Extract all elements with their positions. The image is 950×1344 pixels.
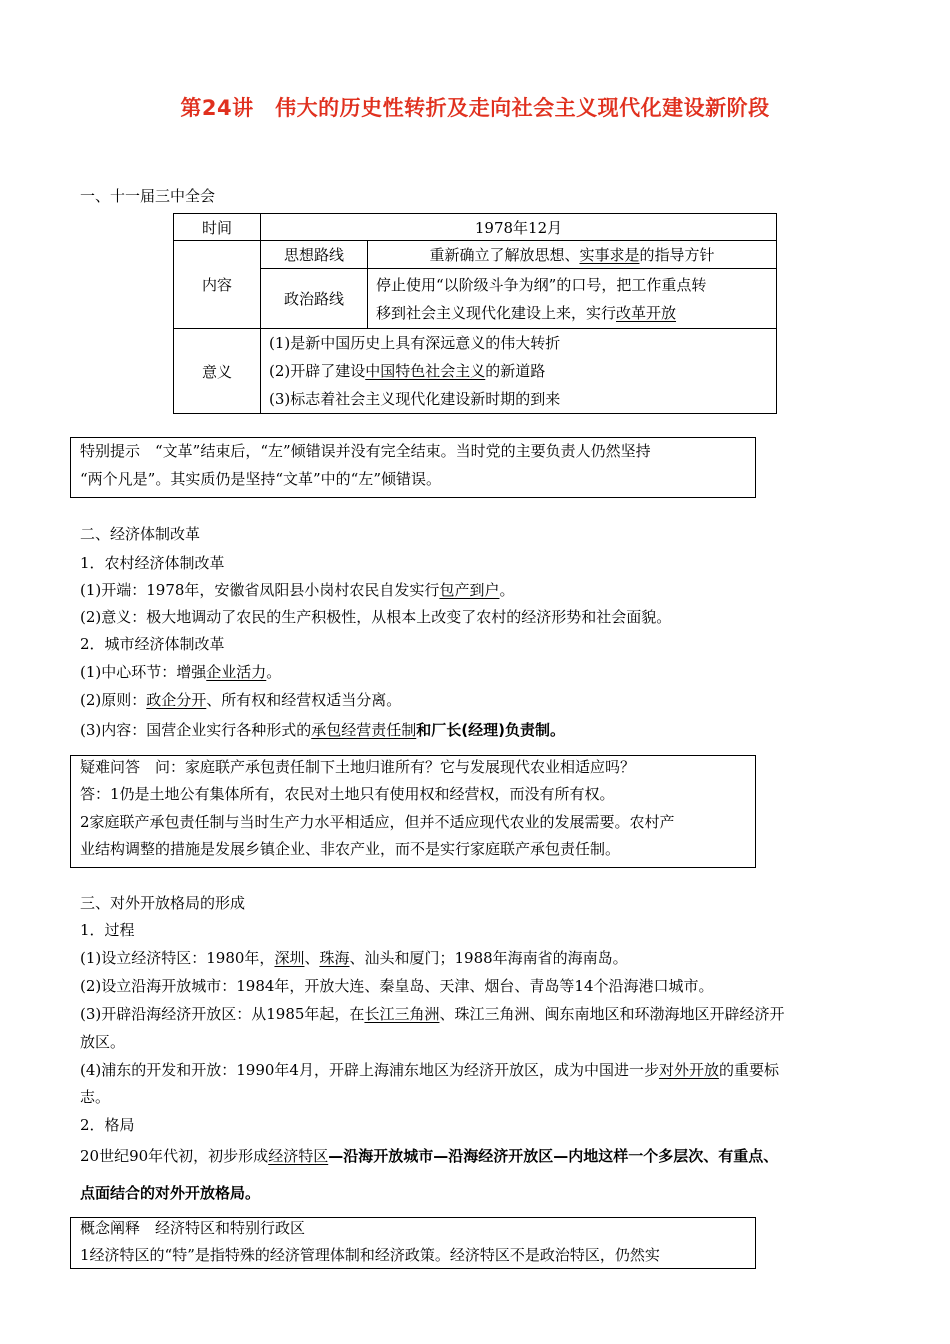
qa-box bbox=[70, 755, 756, 868]
tip-line: “两个凡是”。其实质仍是坚持“文革”中的“左”倾错误。 bbox=[80, 470, 442, 488]
paragraph: (3)内容：国营企业实行各种形式的承包经营责任制和厂长(经理)负责制。 bbox=[80, 721, 565, 739]
paragraph: (2)原则：政企分开、所有权和经营权适当分离。 bbox=[80, 691, 402, 709]
qa-line: 2家庭联产承包责任制与当时生产力水平相适应，但并不适应现代农业的发展需要。农村产 bbox=[80, 813, 675, 831]
politics-value-cell: 停止使用“以阶级斗争为纲”的口号，把工作重点转 移到社会主义现代化建设上来，实行改革开放 bbox=[368, 269, 777, 329]
time-value-cell: 1978年12月 bbox=[261, 214, 777, 241]
subheading: 1．农村经济体制改革 bbox=[80, 554, 225, 572]
ideology-label-cell: 思想路线 bbox=[261, 241, 368, 269]
paragraph: (4)浦东的开发和开放：1990年4月，开辟上海浦东地区为经济开放区，成为中国进一步对外开放的重要标 bbox=[80, 1061, 779, 1079]
subheading: 1．过程 bbox=[80, 921, 135, 939]
paragraph: 志。 bbox=[80, 1088, 111, 1106]
meaning-label-cell: 意义 bbox=[174, 329, 261, 414]
paragraph: (1)中心环节：增强企业活力。 bbox=[80, 663, 282, 681]
paragraph: 20世纪90年代初，初步形成经济特区—沿海开放城市—沿海经济开放区—内地这样一个多层次、有重点、 bbox=[80, 1147, 779, 1165]
ideology-value-cell: 重新确立了解放思想、实事求是的指导方针 bbox=[368, 241, 777, 269]
paragraph: (2)意义：极大地调动了农民的生产积极性，从根本上改变了农村的经济形势和社会面貌。 bbox=[80, 608, 672, 626]
concept-line: 1经济特区的“特”是指特殊的经济管理体制和经济政策。经济特区不是政治特区，仍然实 bbox=[80, 1246, 660, 1264]
paragraph: (3)开辟沿海经济开放区：从1985年起，在长江三角洲、珠江三角洲、闽东南地区和环渤海地区开辟经济开 bbox=[80, 1005, 785, 1023]
section-heading-2: 二、经济体制改革 bbox=[80, 525, 201, 543]
politics-label-cell: 政治路线 bbox=[261, 269, 368, 329]
meaning-value-cell: (1)是新中国历史上具有深远意义的伟大转折 (2)开辟了建设中国特色社会主义的新道路 (3)标志着社会主义现代化建设新时期的到来 bbox=[261, 329, 777, 414]
subheading: 2．城市经济体制改革 bbox=[80, 635, 225, 653]
qa-line: 业结构调整的措施是发展乡镇企业、非农产业，而不是实行家庭联产承包责任制。 bbox=[80, 840, 621, 858]
special-tip-box bbox=[70, 437, 756, 498]
paragraph: (1)设立经济特区：1980年，深圳、珠海、汕头和厦门；1988年海南省的海南岛。 bbox=[80, 949, 628, 967]
paragraph: (1)开端：1978年，安徽省凤阳县小岗村农民自发实行包产到户。 bbox=[80, 581, 515, 599]
content-label-cell: 内容 bbox=[174, 241, 261, 329]
subheading: 2．格局 bbox=[80, 1116, 135, 1134]
paragraph: 点面结合的对外开放格局。 bbox=[80, 1184, 261, 1202]
qa-line: 疑难问答 问：家庭联产承包责任制下土地归谁所有？它与发展现代农业相适应吗？ bbox=[80, 758, 636, 776]
section-heading-1: 一、十一届三中全会 bbox=[80, 187, 216, 205]
concept-box bbox=[70, 1217, 756, 1269]
paragraph: (2)设立沿海开放城市：1984年，开放大连、秦皇岛、天津、烟台、青岛等14个沿海港口城市。 bbox=[80, 977, 714, 995]
page-title: 第24讲 伟大的历史性转折及走向社会主义现代化建设新阶段 bbox=[180, 96, 770, 120]
concept-line: 概念阐释 经济特区和特别行政区 bbox=[80, 1219, 306, 1237]
paragraph: 放区。 bbox=[80, 1033, 126, 1051]
plenum-table bbox=[173, 213, 777, 414]
tip-line: 特别提示 “文革”结束后，“左”倾错误并没有完全结束。当时党的主要负责人仍然坚持 bbox=[80, 442, 651, 460]
qa-line: 答：1仍是土地公有集体所有，农民对土地只有使用权和经营权，而没有所有权。 bbox=[80, 785, 615, 803]
section-heading-3: 三、对外开放格局的形成 bbox=[80, 894, 246, 912]
time-label-cell: 时间 bbox=[174, 214, 261, 241]
